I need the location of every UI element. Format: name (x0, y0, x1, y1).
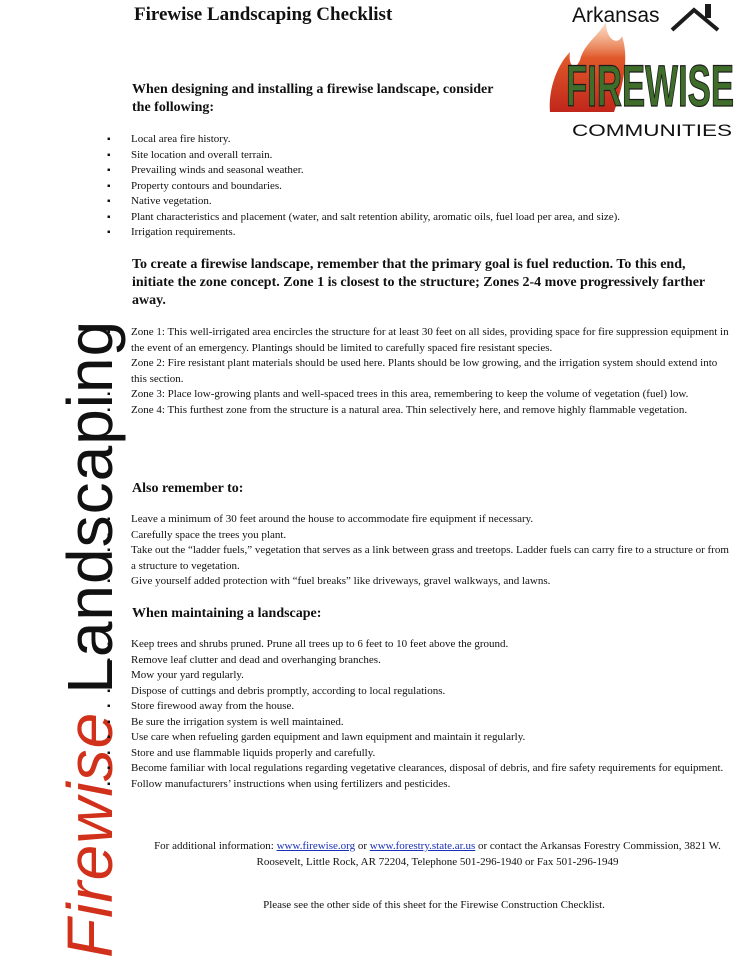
list-also-remember (107, 512, 732, 590)
list-item: ▪ Use care when refueling garden equipment and lawn equipment and maintain it regularly. (107, 730, 732, 746)
list-item: ▪ Be sure the irrigation system is well maintained. (107, 715, 732, 731)
list-item: ▪ Zone 3: Place low-growing plants and well-spaced trees in this area, remembering to keep the volume of vegetation (fuel) low. (107, 387, 732, 403)
list-item: ▪ Become familiar with local regulations regarding vegetative clearances, disposal of debris, and fire safety requirements for equipment. (107, 761, 732, 777)
list-item: ▪ Store firewood away from the house. (107, 699, 732, 715)
arkansas-firewise-communities-logo (544, 0, 740, 140)
list-item: ▪ Take out the “ladder fuels,” vegetation that serves as a link between grass and treetops. Ladder fuels can carry fire to a structure or from a structure to vegetation. (107, 543, 732, 574)
logo-state: Arkansas (572, 4, 660, 27)
info-contact: or contact the Arkansas Forestry Commission, 3821 W. Roosevelt, Little Rock, AR 72204, Telephone 501-296-1940 or Fax 501-296-1949 (256, 840, 721, 868)
list-item: ▪ Store and use flammable liquids properly and carefully. (107, 746, 732, 762)
list-item: ▪ Zone 2: Fire resistant plant materials should be used here. Plants should be low growing, and the irrigation system should extend into this section. (107, 356, 732, 387)
list-item: ▪ Follow manufacturers’ instructions when using fertilizers and pesticides. (107, 777, 732, 793)
side-banner-word-firewise: Firewise (54, 711, 126, 958)
info-or: or (355, 840, 370, 852)
other-side-note: Please see the other side of this sheet for the Firewise Construction Checklist. (263, 899, 605, 911)
info-prefix: For additional information: (154, 840, 277, 852)
section-heading-zones: To create a firewise landscape, remember that the primary goal is fuel reduction. To this end, initiate the zone concept. Zone 1 is closest to the structure; Zones 2-4 move progressively farther away. (132, 257, 705, 308)
list-item: ▪ Zone 1: This well-irrigated area encircles the structure for at least 30 feet on all sides, providing space for fire suppression equipment in the event of an emergency. Plantings should be limited to carefully spaced fire resistant species. (107, 325, 732, 356)
list-item: ▪ Local area fire history. (107, 132, 732, 148)
list-item: ▪ Mow your yard regularly. (107, 668, 732, 684)
list-item: ▪ Dispose of cuttings and debris promptly, according to local regulations. (107, 684, 732, 700)
logo-subtitle: COMMUNITIES (572, 121, 732, 140)
list-item: ▪ Give yourself added protection with “fuel breaks” like driveways, gravel walkways, and lawns. (107, 574, 732, 590)
list-item: ▪ Irrigation requirements. (107, 225, 732, 241)
list-item: ▪ Zone 4: This furthest zone from the structure is a natural area. Thin selectively here, and remove highly flammable vegetation. (107, 403, 732, 419)
list-item: ▪ Keep trees and shrubs pruned. Prune all trees up to 6 feet to 10 feet above the ground. (107, 637, 732, 653)
list-item: ▪ Leave a minimum of 30 feet around the house to accommodate fire equipment if necessary. (107, 512, 732, 528)
section-heading-also-remember: Also remember to: (132, 481, 244, 496)
forestry-link[interactable]: www.forestry.state.ar.us (369, 840, 476, 852)
firewise-link[interactable]: www.firewise.org (276, 840, 356, 852)
list-item: ▪ Site location and overall terrain. (107, 148, 732, 164)
logo-brand: FIREWISE (566, 54, 734, 119)
house-roof-icon (672, 10, 718, 30)
list-item: ▪ Carefully space the trees you plant. (107, 528, 732, 544)
list-zones (107, 325, 732, 418)
list-item: ▪ Remove leaf clutter and dead and overhanging branches. (107, 653, 732, 669)
page-title: Firewise Landscaping Checklist (134, 4, 393, 25)
list-item: ▪ Prevailing winds and seasonal weather. (107, 163, 732, 179)
side-banner-word-landscaping: Landscaping (54, 319, 126, 694)
list-item: ▪ Native vegetation. (107, 194, 732, 210)
list-item: ▪ Property contours and boundaries. (107, 179, 732, 195)
section-heading-maintaining: When maintaining a landscape: (132, 606, 322, 621)
side-banner (0, 0, 126, 961)
list-maintaining (107, 637, 732, 792)
additional-info (140, 838, 735, 870)
list-item: ▪ Plant characteristics and placement (water, and salt retention ability, aromatic oils, fuel load per area, and size). (107, 210, 732, 226)
chimney-icon (705, 4, 711, 18)
list-designing (107, 132, 732, 241)
section-heading-designing: When designing and installing a firewise landscape, consider the following: (132, 82, 494, 115)
